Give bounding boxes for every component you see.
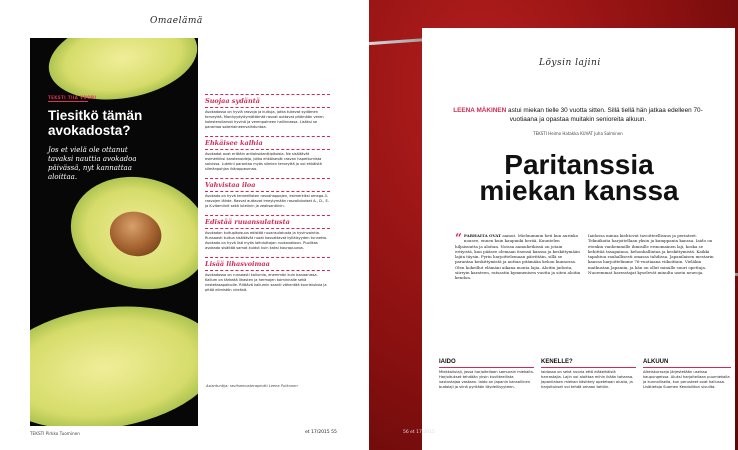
intro-name: LEENA MÄKINEN xyxy=(453,107,507,114)
quote-mark-icon: “ xyxy=(455,231,462,245)
section-tag-right: Löysin lajini xyxy=(539,58,601,68)
tip-card xyxy=(205,178,330,209)
tip-card xyxy=(205,257,330,293)
tip-title: Vahvistaa iloa xyxy=(205,178,330,192)
tip-body: Avokadot ovat erittäin antioksidanttipitoisia. Ne sisältävät esimerkiksi karotenoideja, jotka ehkäisevät rasvan hapettumista soluissa. Luteiini parantaa myös silmien terveyttä ja voi ehkäistä silmänpohjan ikärappeumaa. xyxy=(205,152,322,171)
kicker: TEKSTI TIIA VUORI xyxy=(48,95,97,100)
tip-title: Suojaa sydäntä xyxy=(205,94,330,108)
footer-credit: TEKSTI Pirkko Tuominen xyxy=(30,431,80,436)
article-headline: Tiesitkö tämän avokadosta? xyxy=(48,108,143,138)
kicker-rule xyxy=(48,101,88,102)
avocado-photo xyxy=(30,38,198,426)
tip-body: Avokado on hyvä terveellisten rasvahappojen, esimerkiksi omega-3-rasvojen lähde. Rasvat auttavat imeytymään rasvaliukoiset A-, D-, E- ja K-vitamiinit sekä luteiinin ja zeaksantiinin. xyxy=(205,194,330,208)
body-text: aamut. Mieluummin heti kun aurinko nousee, ennen kuin kaupunki herää. Kuuntelen hiljaisuutta ja aloitan. Noissa aamuhetkissä on jotain erityistä, kun pääsee olemaan itsensä kanssa ja keskittymään lajiin täysin. Pyrin harjoittelemaan päivittäin, sillä se parantaa keskittymistä ja auttaa pitämään kehon kunnossa. Olen kokeillut elämäni aikana monta lajia. Aloitin judosta, siirryin karateen, ratsastin kymmenisen vuotta ja siten aloitin kendon. xyxy=(455,233,581,281)
sidebar-body: Iaidossa on sekä nuoria että eläkeikäisiä harrastajia. Lajin voi aloittaa mihin ikään tahansa. Japanilaisen miekan käsittely opetetaan alusta, ja harjoitukset voi tehdä omaan tahtiin. xyxy=(541,370,634,389)
tip-title: Edistää ruuansulatusta xyxy=(205,215,330,229)
tip-card xyxy=(205,136,330,172)
body-text: Iaidossa minua kiehtovat tavoitteellisuus ja perinteet. Tekniikoita harjoitellaan yksin ja kumppanin kanssa. Iaido on etenkin vanhemmille ihmisille erinomainen laji, koska se kehittää tasapainoa, kehonhallintaa ja keskittymistä. Kaikki tapahtuu rauhallisesti omassa tahdissa. Japanilaisen mestarin kanssa harjoittelimme 76-vuotiaana viikoittain. Vieläkin matkustan Japaniin, ja hän on ollut minulle suuri opettaja. Nuoremmat harrastajat kyselevät minulta usein neuvoja. xyxy=(588,233,714,276)
sidebar-title: KENELLE? xyxy=(541,359,573,365)
tip-title: Ehkäisee kalhia xyxy=(205,136,330,150)
tip-body: Avokadon kuitupitoisuus edistää ruuansulatusta ja hyvinvointia. Runsaasti kuitua sisältävät ruoat kasvattavat kylläisyyden tunnetta. Avokado on hyvä lisä myös laihduttajan ruokavalioon. Puolikas avokado sisältää samat kuidut kuin kaksi kaurapuuroa. xyxy=(205,231,328,250)
tip-card xyxy=(205,94,330,130)
tip-body: Avokadossa on runsaasti kaliumia, enemmän kuin banaanissa. Kalium on tärkeää lihasten ja hermojen toiminnalle sekä nestetasapainolle. Riittävä kaliumin saanti vähentää kouristuksia ja pitää elimistön vireänä. xyxy=(205,273,327,292)
tip-title: Lisää lihasvoimaa xyxy=(205,257,330,271)
byline: TEKSTI Heimo Hatakka KUVAT Juha Salminen xyxy=(533,131,623,136)
right-page xyxy=(369,0,738,450)
intro-text: astui miekan tielle 30 vuotta sitten. Sillä tiellä hän jatkaa edelleen 70-vuotiaana ja opastaa muitakin senioreita alkuun. xyxy=(506,107,703,124)
sidebar-title: ALKUUN xyxy=(643,359,669,365)
tips-column xyxy=(205,94,330,299)
page-folio: et 17/2015 55 xyxy=(305,430,337,435)
tip-body: Avokadossa on hyviä rasvoja ja kuituja, jotka tukevat sydämen terveyttä. Monityydyttymättömät rasvat auttavat pitämään veren kolesteroliarvot hyvinä ja verenpaineen hallinnassa. Lisäksi se parantaa sokeriaineenvaihduntaa. xyxy=(205,110,324,129)
page-folio: 56 et 17/2015 xyxy=(403,430,435,435)
tip-card xyxy=(205,215,330,251)
sidebar-body: Miekkailulaji, jossa harjoitellaan samurain miekalla. Harjoitukset tehdään yksin kuvitteellista vastustajaa vastaan. Iaido on Japanin kansallinen budolaji ja siinä pyritään täydellisyyteen. xyxy=(439,370,534,389)
avocado-half-middle xyxy=(58,162,198,304)
expert-credit: Asiantuntija: ravitsemusterapeutti Leena Putkonen xyxy=(206,384,298,388)
article-deck: Jos et vielä ole ottanut tavaksi nauttia avokadoa päivässä, nyt kannattaa aloittaa. xyxy=(48,146,137,181)
body-column xyxy=(455,233,581,281)
article-headline: Paritanssia miekan kanssa xyxy=(479,149,679,206)
sidebar-rule xyxy=(643,367,731,368)
sidebar-rule xyxy=(541,367,636,368)
lead-in: PARHAITA OVAT xyxy=(463,233,502,238)
section-tag-left: Omaelämä xyxy=(150,16,203,26)
sidebar-rule xyxy=(439,367,534,368)
sidebar-title: IAIDO xyxy=(439,359,456,365)
sidebar-body: Alkeiskursseja järjestetään useissa kaupungeissa. Aluksi harjoitellaan puumiekalla ja kunnollisella, kun perusteet ovat hallussa. Lisätietoja Suomen Kendoliiton sivuilta. xyxy=(643,370,730,389)
body-column xyxy=(588,233,714,275)
avocado-half-bottom xyxy=(30,293,198,426)
article-intro xyxy=(453,106,703,125)
